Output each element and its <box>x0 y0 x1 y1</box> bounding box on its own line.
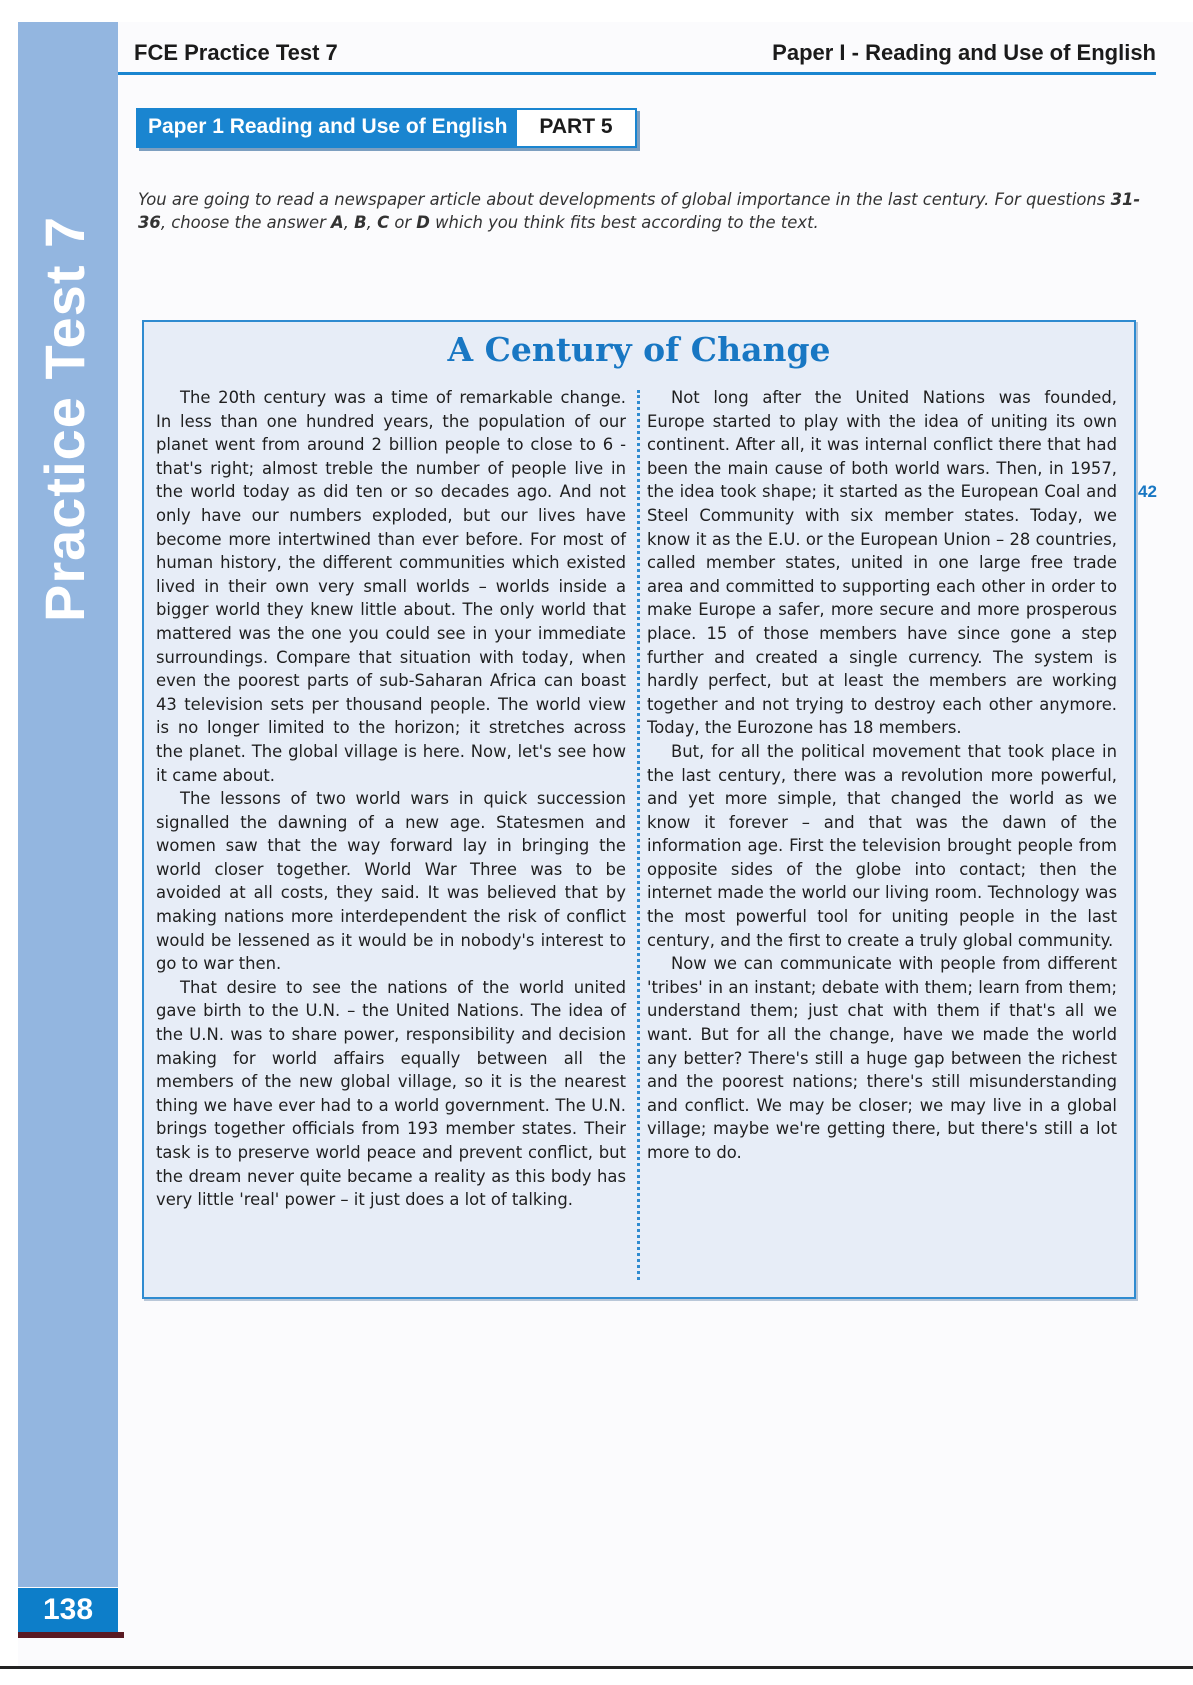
option-d: D <box>416 213 430 232</box>
option-b: B <box>354 213 367 232</box>
instructions-text-3: which you think fits best according to the text. <box>429 213 819 232</box>
instructions <box>138 188 1158 234</box>
article-paragraph: That desire to see the nations of the world united gave birth to the U.N. – the United Nations. The idea of the U.N. was to share power, responsibility and decision making for world affairs equally between all the members of the new global village, so it is the nearest thing we have ever had to a world government. The U.N. brings together officials from 193 member states. Their task is to preserve world peace and prevent conflict, but the dream never quite became a reality as this body has very little 'real' power – it just does a lot of talking. <box>156 977 626 1210</box>
option-c: C <box>377 213 390 232</box>
article-paragraph: Now we can communicate with people from different 'tribes' in an instant; debate with them; learn from them; understand them; just chat with them if that's all we want. But for all the change, have we made the world any better? There's still a huge gap between the richest and the poorest nations; there's still misunderstanding and conflict. We may be closer; we may live in a global village; maybe we're getting there, but there's still a lot more to do. <box>647 954 1117 1162</box>
article-box <box>142 320 1136 1299</box>
sidebar-band <box>18 22 118 1587</box>
header-test-title: FCE Practice Test 7 <box>134 40 338 65</box>
page-number: 138 <box>18 1588 118 1632</box>
part-label-paper: Paper 1 Reading and Use of English <box>138 110 517 146</box>
header-rule <box>118 72 1156 75</box>
part-label-part: PART 5 <box>517 110 634 146</box>
line-number-marker: 42 <box>1138 482 1157 501</box>
article-paragraph: The 20th century was a time of remarkable change. In less than one hundred years, the population of our planet went from around 2 billion people to close to 6 - that's right; almost treble the number of people live in the world today as did ten or so decades ago. And not only have our numbers exploded, but our lives have become more intertwined than ever before. For most of human history, the different communities which existed lived in their own very small worlds – worlds inside a bigger world they knew little about. The only world that mattered was the one you could see in your immediate surroundings. Compare that situation with today, when even the poorest parts of sub-Saharan Africa can boast 43 television sets per thousand people. The world view is no longer limited to the horizon; it stretches across the planet. The global village is here. Now, let's see how it came about. <box>156 388 626 785</box>
instructions-sep-3: or <box>389 213 417 232</box>
sidebar-label: Practice Test 7 <box>33 215 96 622</box>
instructions-questions: 31-36 <box>138 190 1141 232</box>
instructions-sep-2: , <box>366 213 378 232</box>
page-header <box>118 36 1156 72</box>
article-paragraph: Not long after the United Nations was founded, Europe started to play with the idea of uniting its own continent. After all, it was internal conflict there that had been the main cause of both world wars. Then, in 1957, the idea took shape; it started as the European Coal and Steel Community with six member states. Today, we know it as the E.U. or the European Union – 28 countries, called member states, united in one large free trade area and committed to supporting each other in order to make Europe a safer, more secure and more prosperous place. 15 of those members have since gone a step further and created a single currency. The system is hardly perfect, but at least the members are working together and not trying to destroy each other anymore. Today, the Eurozone has 18 members. <box>647 388 1117 738</box>
option-a: A <box>331 213 344 232</box>
bottom-edge-line <box>0 1666 1193 1669</box>
instructions-sep-1: , <box>343 213 355 232</box>
article-column-right <box>647 386 1117 1165</box>
page-number-rule <box>18 1632 124 1638</box>
article-paragraph: But, for all the political movement that took place in the last century, there was a revolution more powerful, and yet more simple, that changed the world as we know it forever – and that was the dawn of the information age. First the television brought people from opposite sides of the globe into contact; then the internet made the world our living room. Technology was the most powerful tool for uniting people in the last century, and the first to create a truly global community. <box>647 741 1117 950</box>
column-divider <box>637 390 640 1280</box>
article-column-left <box>156 386 626 1212</box>
article-paragraph: The lessons of two world wars in quick succession signalled the dawning of a new age. Statesmen and women saw that the way forward lay in bringing the world closer together. World War Three was to be avoided at all costs, they said. It was believed that by making nations more interdependent the risk of conflict would be lessened as it would be in nobody's interest to go to war then. <box>156 789 626 974</box>
article-title: A Century of Change <box>447 330 831 369</box>
part-label <box>136 108 637 148</box>
header-paper-title: Paper I - Reading and Use of English <box>772 40 1156 65</box>
instructions-text-2: , choose the answer <box>160 213 332 232</box>
instructions-text-1: You are going to read a newspaper article about developments of global importance in the last century. For questions <box>138 190 1111 209</box>
